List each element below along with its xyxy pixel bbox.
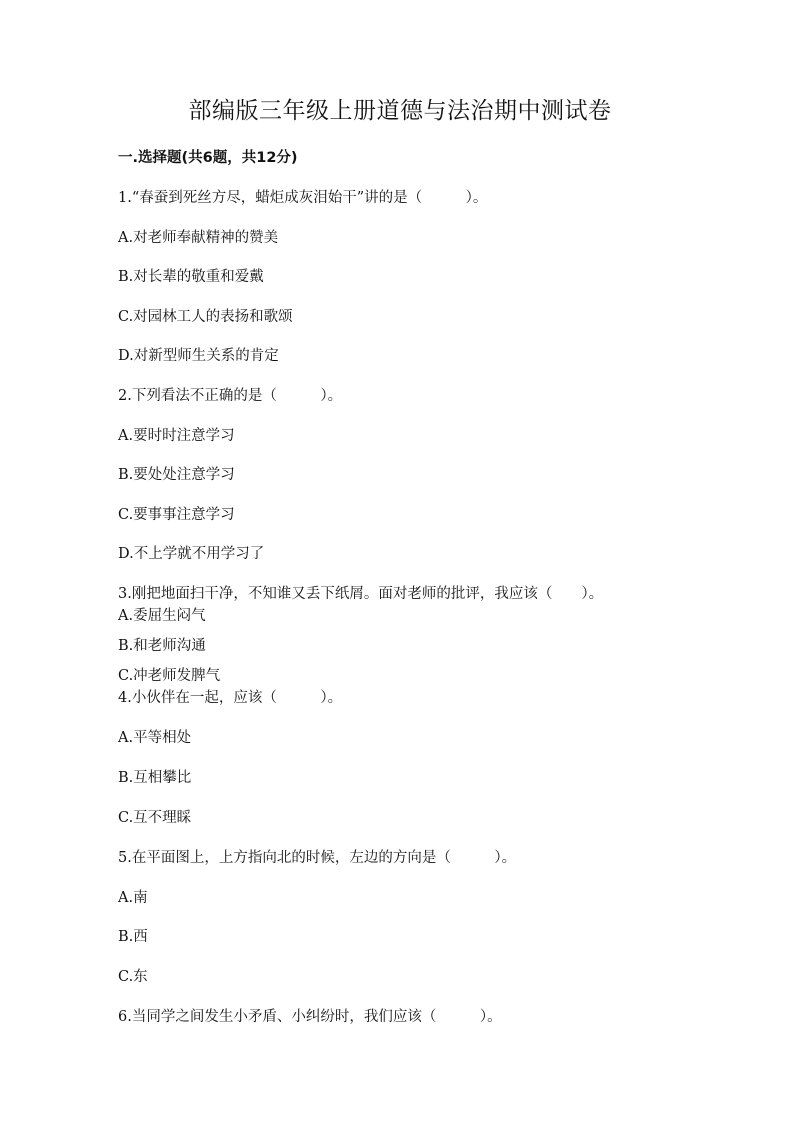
question-stem-5: 5.在平面图上，上方指向北的时候，左边的方向是（ ）。 — [118, 850, 517, 866]
option-2b: B.要处处注意学习 — [118, 467, 235, 483]
question-stem-1: 1.“春蚕到死丝方尽，蜡炬成灰泪始干”讲的是（ ）。 — [118, 190, 488, 206]
question-stem-6: 6.当同学之间发生小矛盾、小纠纷时，我们应该（ ）。 — [118, 1009, 502, 1025]
option-5a: A.南 — [118, 890, 148, 906]
question-stem-2: 2.下列看法不正确的是（ ）。 — [118, 388, 343, 404]
option-2d: D.不上学就不用学习了 — [118, 546, 265, 562]
option-2a: A.要时时注意学习 — [118, 428, 235, 444]
option-1c: C.对园林工人的表扬和歌颂 — [118, 309, 293, 325]
question-stem-4: 4.小伙伴在一起，应该（ ）。 — [118, 690, 343, 706]
option-4c: C.互不理睬 — [118, 810, 192, 826]
option-3c: C.冲老师发脾气 — [118, 668, 221, 684]
option-1d: D.对新型师生关系的肯定 — [118, 348, 279, 364]
option-1b: B.对长辈的敬重和爱戴 — [118, 269, 264, 285]
option-4b: B.互相攀比 — [118, 770, 192, 786]
option-3a: A.委屈生闷气 — [118, 608, 206, 624]
option-5b: B.西 — [118, 929, 148, 945]
option-2c: C.要事事注意学习 — [118, 507, 235, 523]
option-4a: A.平等相处 — [118, 730, 192, 746]
question-stem-3: 3.刚把地面扫干净，不知谁又丢下纸屑。面对老师的批评，我应该（ ）。 — [118, 586, 604, 602]
page-title: 部编版三年级上册道德与法治期中测试卷 — [188, 98, 612, 124]
option-1a: A.对老师奉献精神的赞美 — [118, 230, 279, 246]
option-3b: B.和老师沟通 — [118, 638, 206, 654]
section-heading: 一.选择题(共6题，共12分) — [118, 150, 298, 166]
option-5c: C.东 — [118, 969, 148, 985]
